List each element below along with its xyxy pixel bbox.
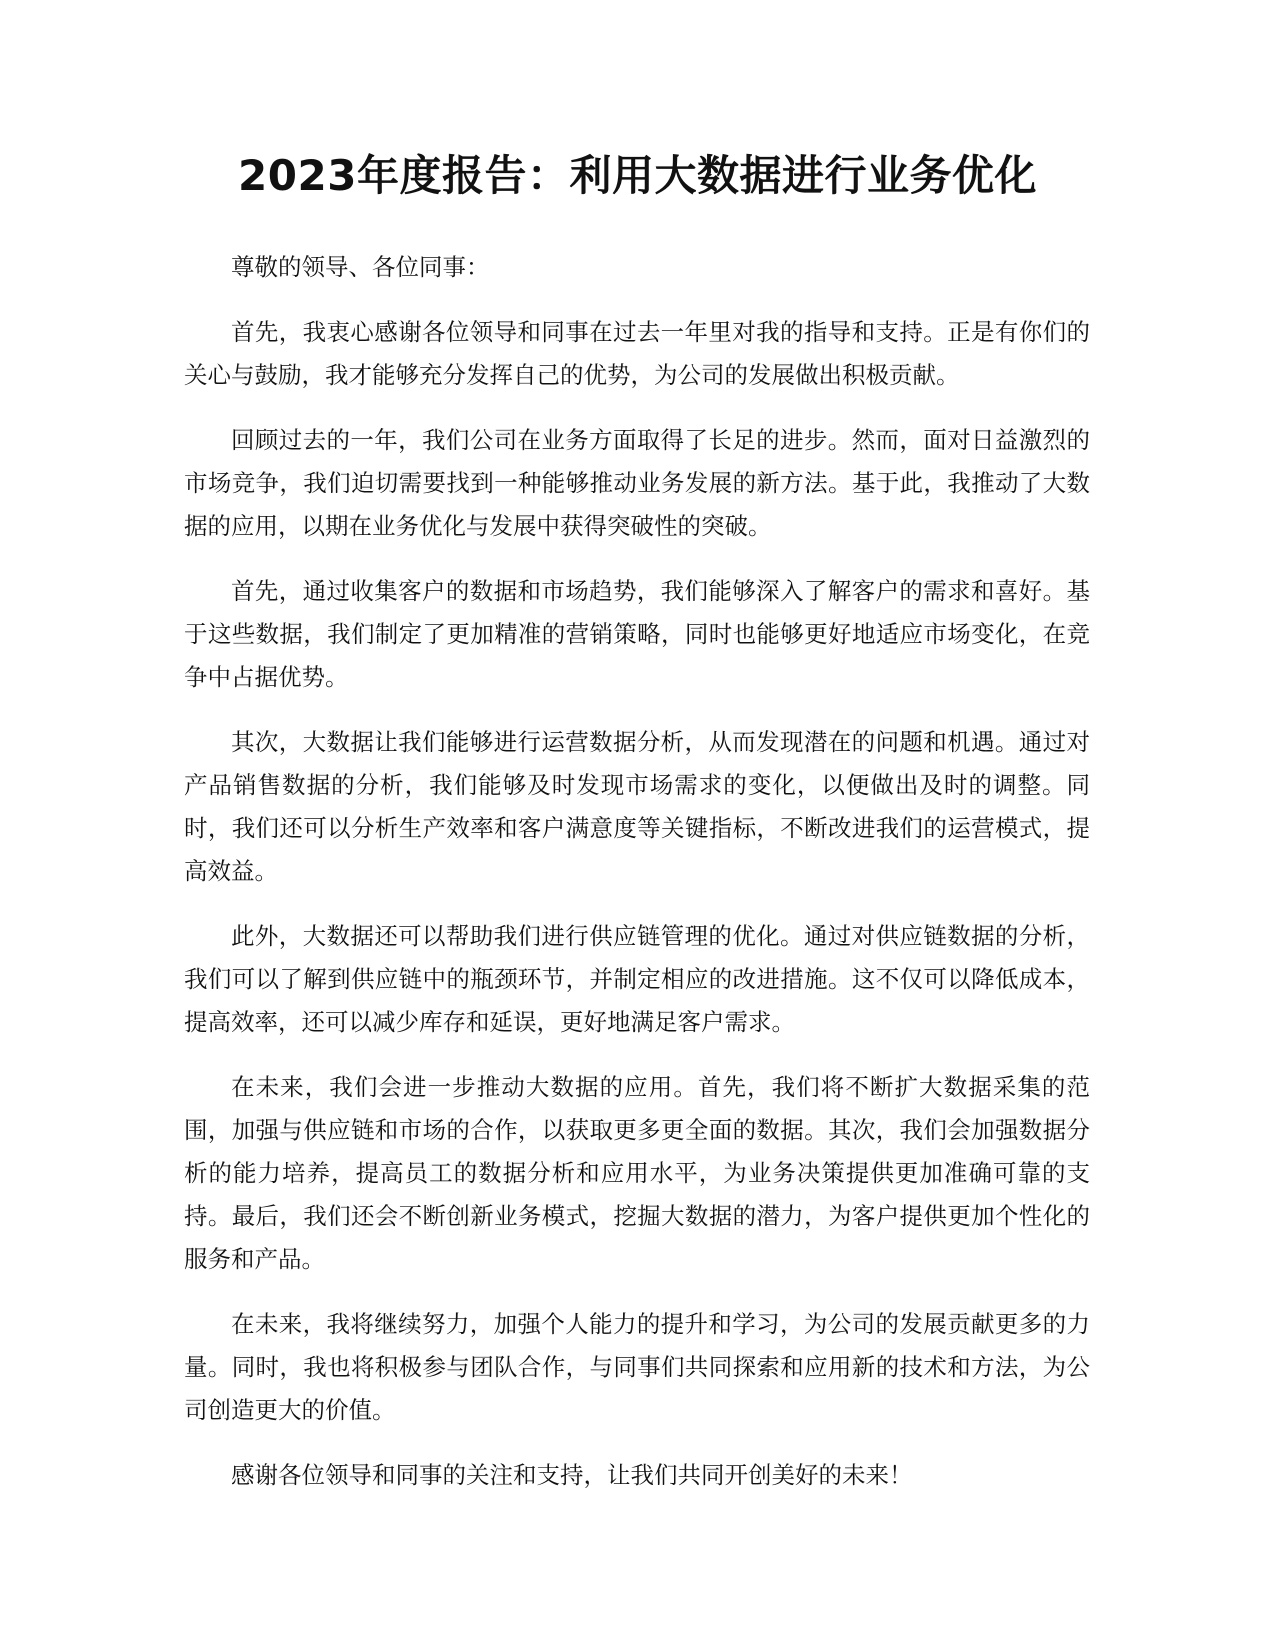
paragraph-7: 在未来，我将继续努力，加强个人能力的提升和学习，为公司的发展贡献更多的力量。同时，我也将积极参与团队合作，与同事们共同探索和应用新的技术和方法，为公司创造更大的价值。 — [184, 1310, 1090, 1424]
paragraph-5: 此外，大数据还可以帮助我们进行供应链管理的优化。通过对供应链数据的分析，我们可以了解到供应链中的瓶颈环节，并制定相应的改进措施。这不仅可以降低成本，提高效率，还可以减少库存和延误，更好地满足客户需求。 — [184, 922, 1090, 1036]
paragraph-6: 在未来，我们会进一步推动大数据的应用。首先，我们将不断扩大数据采集的范围，加强与供应链和市场的合作，以获取更多更全面的数据。其次，我们会加强数据分析的能力培养，提高员工的数据分析和应用水平，为业务决策提供更加准确可靠的支持。最后，我们还会不断创新业务模式，挖掘大数据的潜力，为客户提供更加个性化的服务和产品。 — [184, 1073, 1090, 1273]
paragraph-4: 其次，大数据让我们能够进行运营数据分析，从而发现潜在的问题和机遇。通过对产品销售数据的分析，我们能够及时发现市场需求的变化，以便做出及时的调整。同时，我们还可以分析生产效率和客户满意度等关键指标，不断改进我们的运营模式，提高效益。 — [184, 728, 1090, 885]
paragraph-1: 首先，我衷心感谢各位领导和同事在过去一年里对我的指导和支持。正是有你们的关心与鼓励，我才能够充分发挥自己的优势，为公司的发展做出积极贡献。 — [184, 318, 1090, 389]
paragraph-3: 首先，通过收集客户的数据和市场趋势，我们能够深入了解客户的需求和喜好。基于这些数据，我们制定了更加精准的营销策略，同时也能够更好地适应市场变化，在竞争中占据优势。 — [184, 577, 1090, 691]
greeting: 尊敬的领导、各位同事： — [231, 253, 490, 281]
paragraph-2: 回顾过去的一年，我们公司在业务方面取得了长足的进步。然而，面对日益激烈的市场竞争，我们迫切需要找到一种能够推动业务发展的新方法。基于此，我推动了大数据的应用，以期在业务优化与发展中获得突破性的突破。 — [184, 426, 1090, 540]
document-title: 2023年度报告：利用大数据进行业务优化 — [238, 151, 1037, 200]
closing-paragraph: 感谢各位领导和同事的关注和支持，让我们共同开创美好的未来！ — [231, 1461, 913, 1489]
document-body — [184, 246, 1090, 1519]
